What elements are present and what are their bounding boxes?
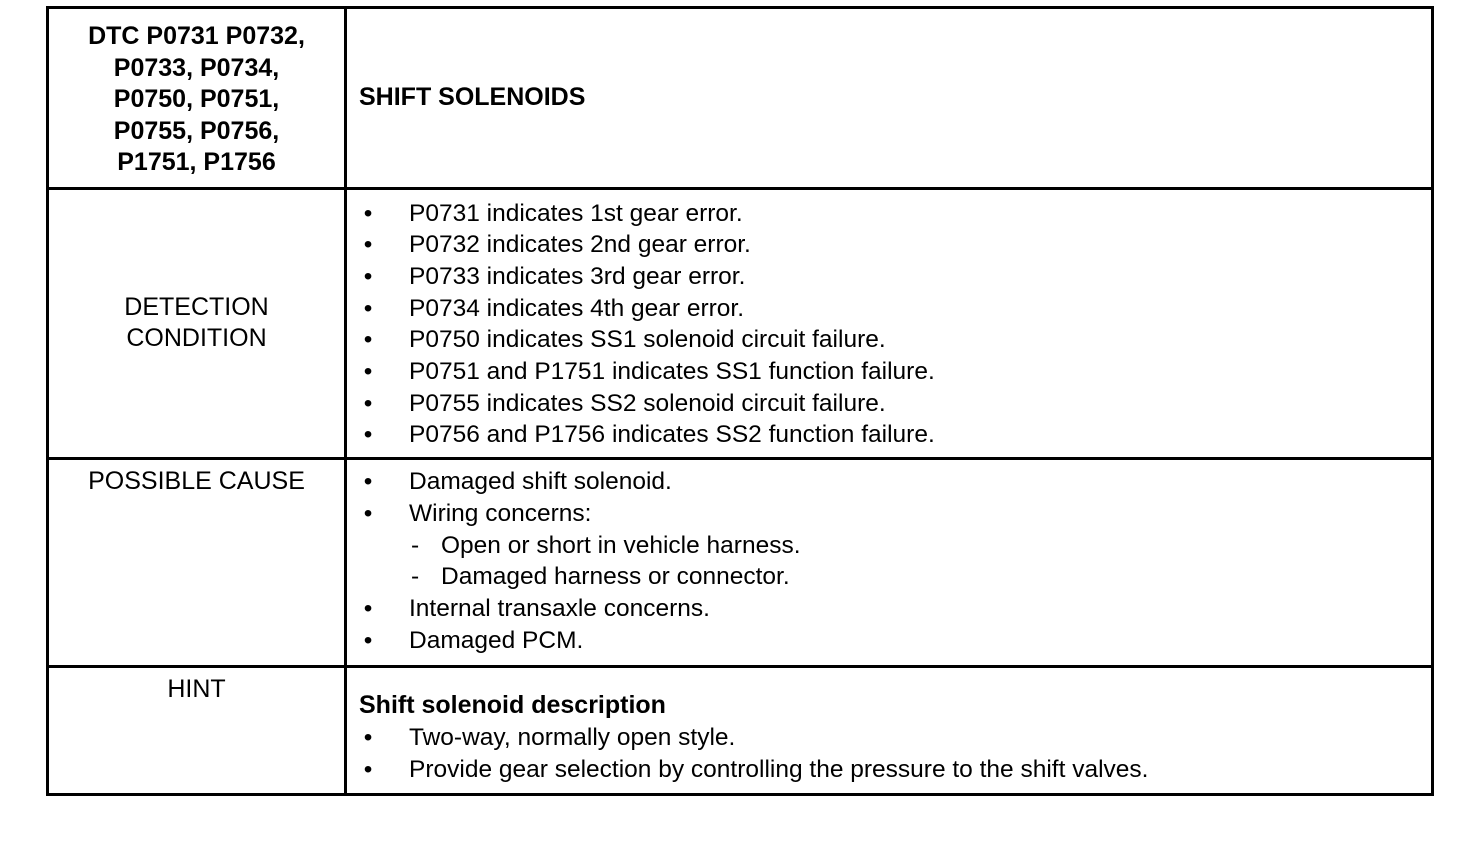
- list-item: [359, 356, 1431, 388]
- item-text: P0733 indicates 3rd gear error.: [409, 262, 746, 290]
- hint-list: [359, 722, 1431, 785]
- dtc-code-line: P0755, P0756,: [113, 116, 280, 145]
- dash-icon: -: [411, 531, 420, 559]
- bullet-icon: •: [363, 358, 373, 386]
- detection-row: [48, 188, 1433, 459]
- bullet-icon: •: [363, 723, 373, 751]
- bullet-icon: •: [363, 594, 373, 622]
- hint-label: HINT: [48, 667, 346, 795]
- bullet-icon: •: [363, 626, 373, 654]
- item-text: Damaged harness or connector.: [441, 563, 790, 591]
- cause-content: [346, 459, 1433, 667]
- wiring-sublist: [409, 530, 1431, 593]
- item-text: P0751 and P1751 indicates SS1 function failure.: [409, 358, 935, 386]
- list-item: [359, 293, 1431, 325]
- detection-label-line: CONDITION: [126, 324, 267, 353]
- detection-label: [48, 188, 346, 459]
- dash-icon: -: [411, 563, 420, 591]
- dtc-code-line: DTC P0731 P0732,: [88, 22, 305, 50]
- sub-list-item: [409, 530, 1431, 562]
- list-item: [359, 722, 1431, 754]
- bullet-icon: •: [363, 326, 373, 354]
- hint-heading: Shift solenoid description: [359, 691, 666, 720]
- dtc-table: [46, 6, 1434, 796]
- list-item: [359, 261, 1431, 293]
- dtc-code-line: P0733, P0734,: [113, 53, 280, 82]
- item-text: P0756 and P1756 indicates SS2 function failure.: [409, 421, 935, 449]
- item-text: Damaged PCM.: [409, 626, 584, 654]
- cause-row: [48, 459, 1433, 667]
- detection-list: [359, 198, 1431, 452]
- list-item: [359, 198, 1431, 230]
- detection-label-line: DETECTION: [124, 292, 269, 321]
- item-text: P0732 indicates 2nd gear error.: [409, 231, 751, 259]
- bullet-icon: •: [363, 262, 373, 290]
- dtc-codes: [49, 9, 344, 187]
- list-item: [359, 466, 1431, 498]
- dtc-codes-cell: [48, 8, 346, 189]
- list-item: [359, 229, 1431, 261]
- detection-content: [346, 188, 1433, 459]
- item-text: Provide gear selection by controlling the pressure to the shift valves.: [409, 755, 1149, 783]
- item-text: Wiring concerns:: [409, 499, 592, 527]
- hint-content: [346, 667, 1433, 795]
- bullet-icon: •: [363, 389, 373, 417]
- item-text: P0734 indicates 4th gear error.: [409, 294, 745, 322]
- list-item: [359, 754, 1431, 786]
- bullet-icon: •: [363, 755, 373, 783]
- item-text: Two-way, normally open style.: [409, 723, 736, 751]
- hint-row: [48, 667, 1433, 795]
- item-text: Damaged shift solenoid.: [409, 468, 672, 496]
- title-row: [48, 8, 1433, 189]
- cause-label: POSSIBLE CAUSE: [48, 459, 346, 667]
- list-item: [359, 388, 1431, 420]
- dtc-code-line: P1751, P1756: [117, 148, 276, 176]
- bullet-icon: •: [363, 294, 373, 322]
- bullet-icon: •: [363, 231, 373, 259]
- bullet-icon: •: [363, 199, 373, 227]
- section-title: SHIFT SOLENOIDS: [346, 8, 1433, 189]
- item-text: P0755 indicates SS2 solenoid circuit failure.: [409, 389, 886, 417]
- item-text: Open or short in vehicle harness.: [441, 531, 801, 559]
- cause-list: [359, 466, 1431, 656]
- list-item: [359, 324, 1431, 356]
- item-text: P0750 indicates SS1 solenoid circuit failure.: [409, 326, 886, 354]
- list-item: [359, 625, 1431, 657]
- item-text: P0731 indicates 1st gear error.: [409, 199, 743, 227]
- dtc-code-line: P0750, P0751,: [113, 85, 280, 113]
- list-item: [359, 498, 1431, 593]
- bullet-icon: •: [363, 468, 373, 496]
- bullet-icon: •: [363, 499, 373, 527]
- bullet-icon: •: [363, 421, 373, 449]
- item-text: Internal transaxle concerns.: [409, 594, 710, 622]
- sub-list-item: [409, 561, 1431, 593]
- list-item: [359, 593, 1431, 625]
- list-item: [359, 419, 1431, 451]
